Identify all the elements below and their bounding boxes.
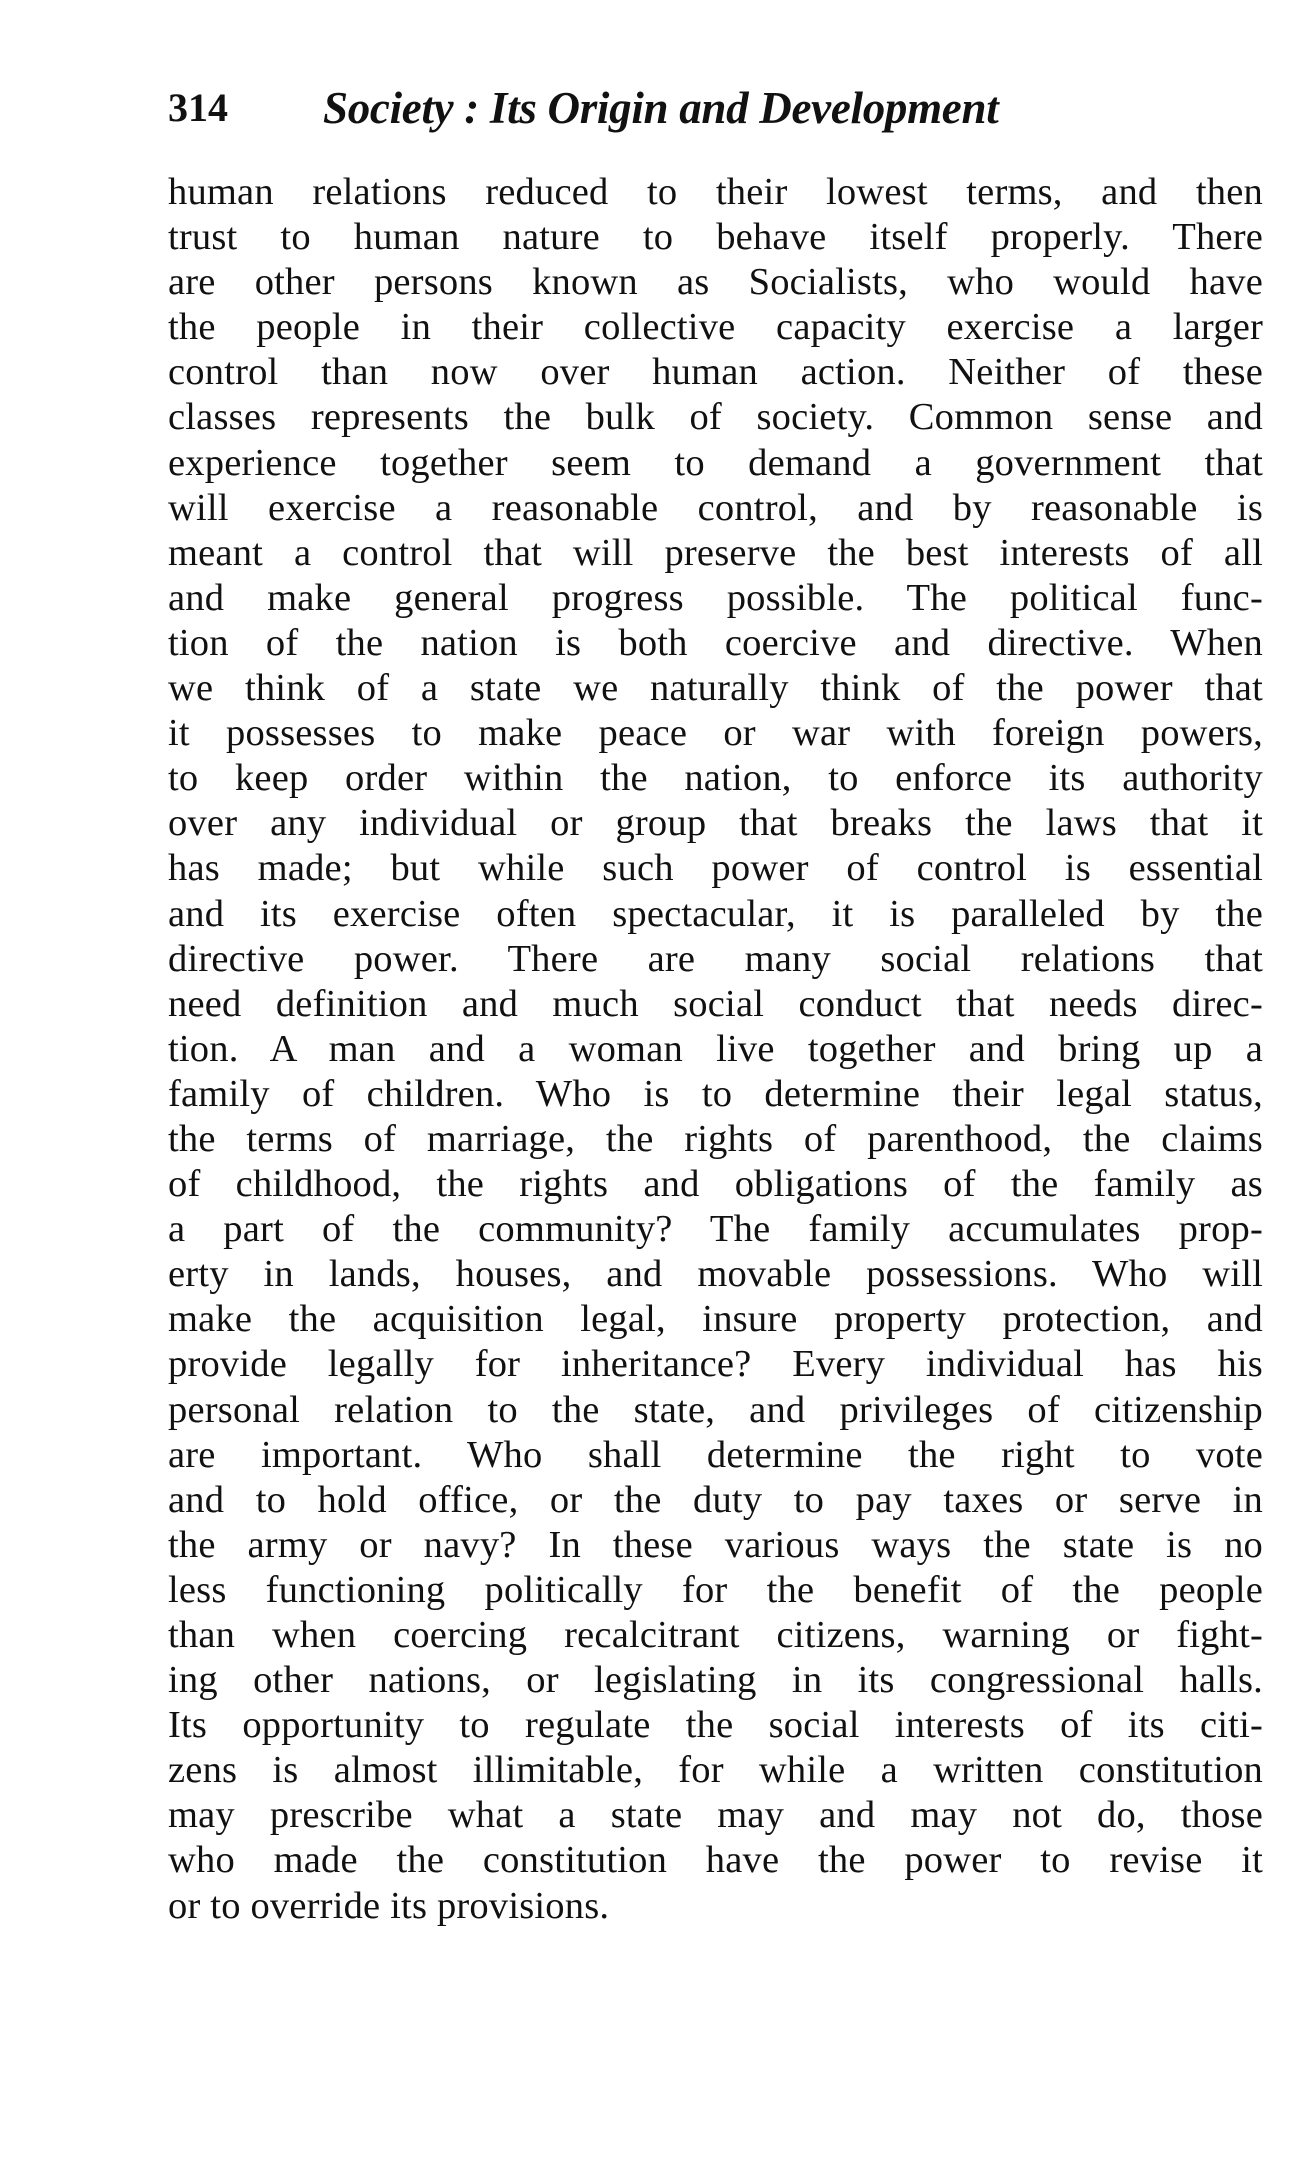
text-line: need definition and much social conduct that needs direc- bbox=[168, 982, 1263, 1025]
text-line: or to override its provisions. bbox=[168, 1884, 610, 1927]
page-number: 314 bbox=[168, 85, 228, 130]
text-line: zens is almost illimitable, for while a written constitution bbox=[168, 1749, 1263, 1792]
text-line: tion of the nation is both coercive and directive. When bbox=[168, 621, 1263, 664]
text-line: make the acquisition legal, insure property protection, and bbox=[168, 1298, 1263, 1341]
page-header bbox=[168, 80, 1268, 136]
text-line: meant a control that will preserve the best interests of all bbox=[168, 531, 1263, 574]
text-line: human relations reduced to their lowest terms, and then bbox=[168, 171, 1263, 213]
text-line: the people in their collective capacity exercise a larger bbox=[168, 306, 1263, 349]
text-line: provide legally for inheritance? Every individual has his bbox=[168, 1343, 1263, 1386]
text-line: family of children. Who is to determine their legal status, bbox=[168, 1072, 1263, 1115]
text-line: trust to human nature to behave itself properly. There bbox=[168, 216, 1263, 259]
text-line: we think of a state we naturally think of the power that bbox=[168, 667, 1263, 710]
text-line: erty in lands, houses, and movable possessions. Who will bbox=[168, 1253, 1263, 1296]
text-line: are other persons known as Socialists, who would have bbox=[168, 261, 1263, 304]
text-line: Its opportunity to regulate the social interests of its citi- bbox=[168, 1704, 1263, 1747]
text-line: over any individual or group that breaks the laws that it bbox=[168, 802, 1263, 845]
text-line: and make general progress possible. The political func- bbox=[168, 576, 1263, 619]
text-line: and its exercise often spectacular, it is paralleled by the bbox=[168, 892, 1263, 935]
text-line: ing other nations, or legislating in its congressional halls. bbox=[168, 1659, 1263, 1702]
text-line: are important. Who shall determine the right to vote bbox=[168, 1433, 1263, 1476]
text-line: and to hold office, or the duty to pay taxes or serve in bbox=[168, 1478, 1263, 1521]
text-line: experience together seem to demand a government that bbox=[168, 441, 1263, 484]
text-line: the terms of marriage, the rights of parenthood, the claims bbox=[168, 1117, 1263, 1160]
text-line: will exercise a reasonable control, and by reasonable is bbox=[168, 486, 1263, 529]
text-line: it possesses to make peace or war with foreign powers, bbox=[168, 712, 1263, 755]
text-line: classes represents the bulk of society. Common sense and bbox=[168, 396, 1263, 439]
text-line: the army or navy? In these various ways the state is no bbox=[168, 1523, 1263, 1566]
text-line: control than now over human action. Neither of these bbox=[168, 351, 1263, 394]
text-line: than when coercing recalcitrant citizens, warning or fight- bbox=[168, 1614, 1263, 1656]
running-title: Society : Its Origin and Development bbox=[323, 83, 999, 133]
text-line: a part of the community? The family accumulates prop- bbox=[168, 1208, 1263, 1251]
text-line: to keep order within the nation, to enforce its authority bbox=[168, 757, 1263, 800]
text-line: may prescribe what a state may and may not do, those bbox=[168, 1794, 1263, 1837]
text-line: has made; but while such power of control is essential bbox=[168, 847, 1263, 890]
text-line: of childhood, the rights and obligations of the family as bbox=[168, 1163, 1263, 1206]
text-line: directive power. There are many social relations that bbox=[168, 937, 1263, 980]
body-text bbox=[168, 170, 1263, 1929]
text-line: personal relation to the state, and privileges of citizenship bbox=[168, 1388, 1263, 1431]
text-line: who made the constitution have the power to revise it bbox=[168, 1839, 1263, 1882]
text-line: tion. A man and a woman live together and bring up a bbox=[168, 1027, 1263, 1070]
text-line: less functioning politically for the benefit of the people bbox=[168, 1568, 1263, 1611]
